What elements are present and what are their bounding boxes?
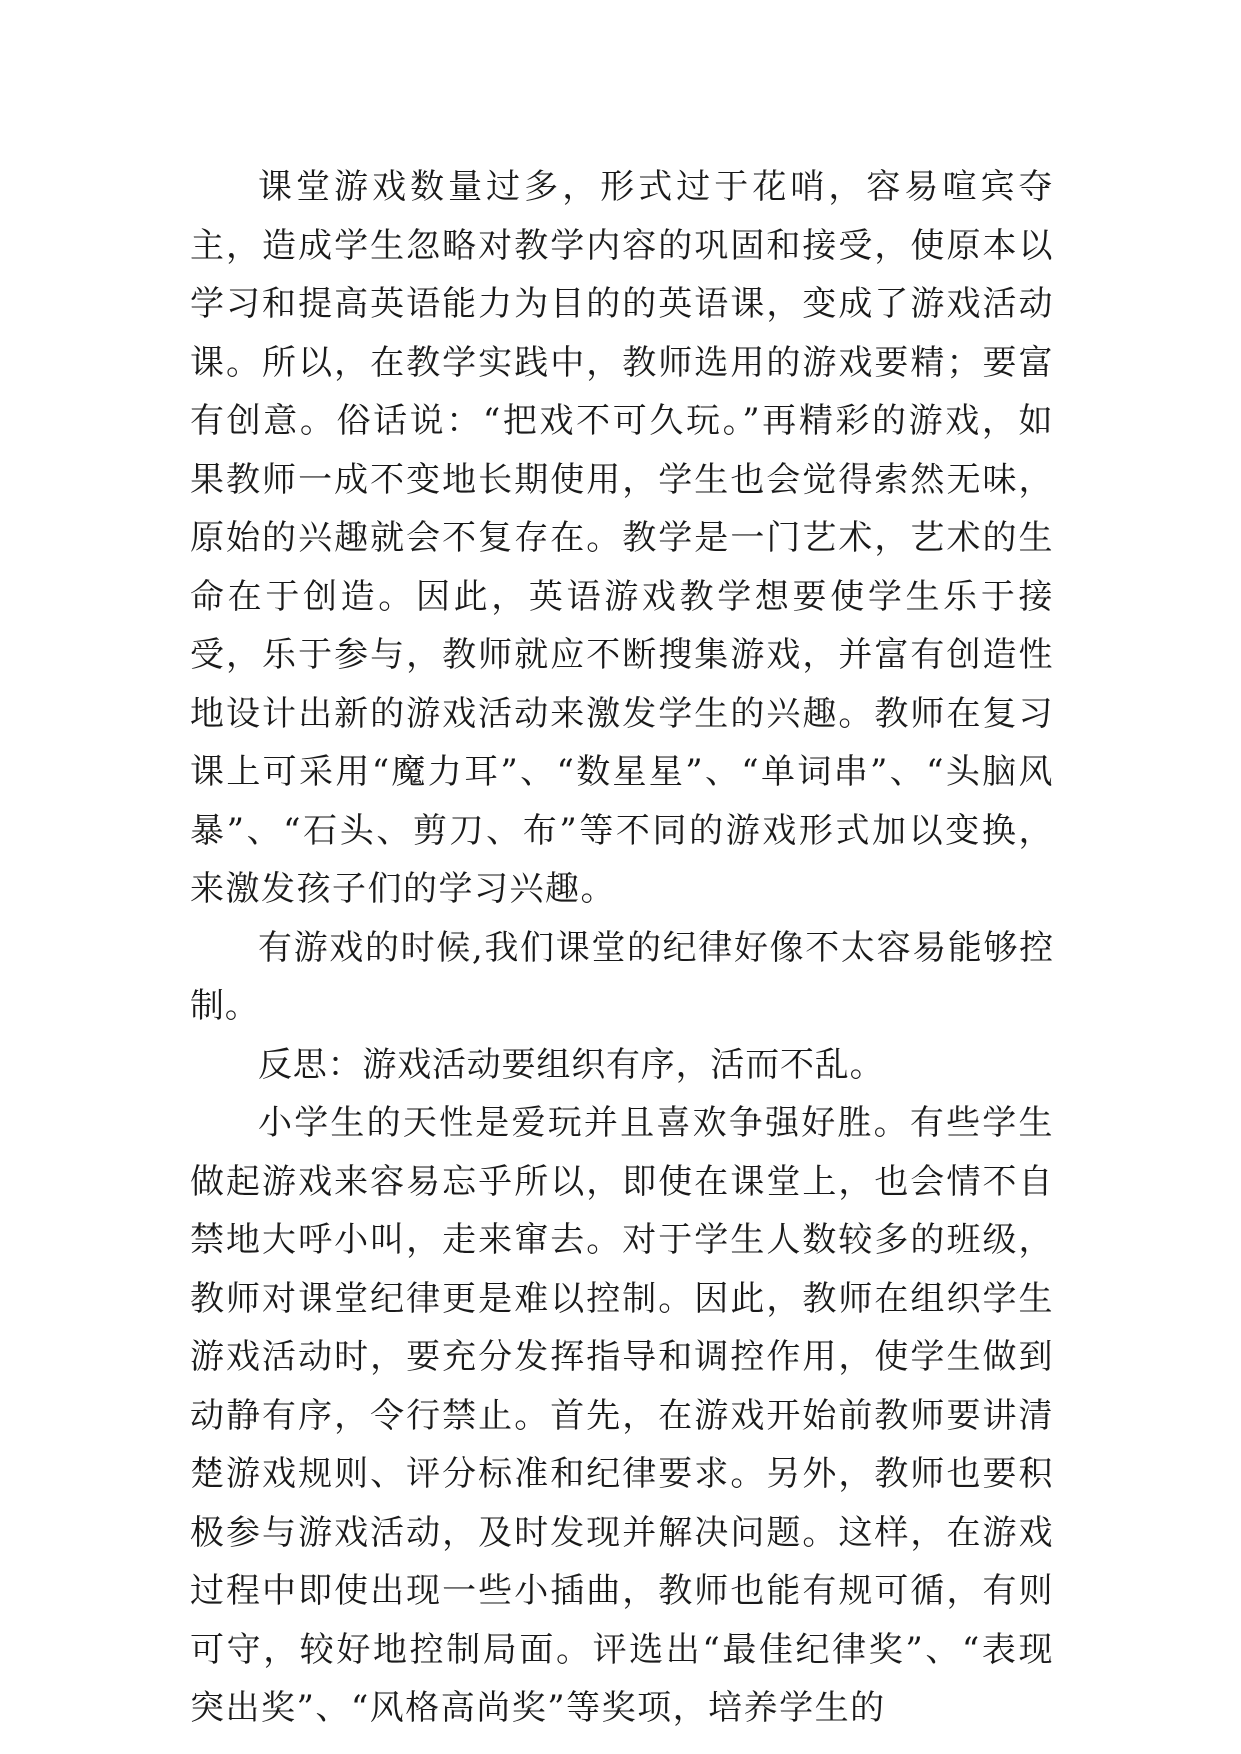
paragraph-discipline-question: 有游戏的时候,我们课堂的纪律好像不太容易能够控制。 xyxy=(190,927,1054,1026)
body-text xyxy=(190,158,1054,1738)
paragraph-classroom-games: 课堂游戏数量过多，形式过于花哨，容易喧宾夺主，造成学生忽略对教学内容的巩固和接受，使原本以学习和提高英语能力为目的的英语课，变成了游戏活动课。所以，在教学实践中，教师选用的游戏要精；要富有创意。俗话说：“把戏不可久玩。”再精彩的游戏，如果教师一成不变地长期使用，学生也会觉得索然无味，原始的兴趣就会不复存在。教学是一门艺术，艺术的生命在于创造。因此，英语游戏教学想要使学生乐于接受，乐于参与，教师就应不断搜集游戏，并富有创造性地设计出新的游戏活动来激发学生的兴趣。教师在复习课上可采用“魔力耳”、“数星星”、“单词串”、“头脑风暴”、“石头、剪刀、布”等不同的游戏形式加以变换，来激发孩子们的学习兴趣。 xyxy=(190,167,1054,909)
paragraph-reflection: 反思：游戏活动要组织有序，活而不乱。 xyxy=(258,1044,885,1085)
paragraph-game-organization: 小学生的天性是爱玩并且喜欢争强好胜。有些学生做起游戏来容易忘乎所以，即使在课堂上，也会情不自禁地大呼小叫，走来窜去。对于学生人数较多的班级，教师对课堂纪律更是难以控制。因此，教师在组织学生游戏活动时，要充分发挥指导和调控作用，使学生做到动静有序，令行禁止。首先，在游戏开始前教师要讲清楚游戏规则、评分标准和纪律要求。另外，教师也要积极参与游戏活动，及时发现并解决问题。这样，在游戏过程中即使出现一些小插曲，教师也能有规可循，有则可守，较好地控制局面。评选出“最佳纪律奖”、“表现突出奖”、“风格高尚奖”等奖项，培养学生的 xyxy=(190,1103,1054,1728)
